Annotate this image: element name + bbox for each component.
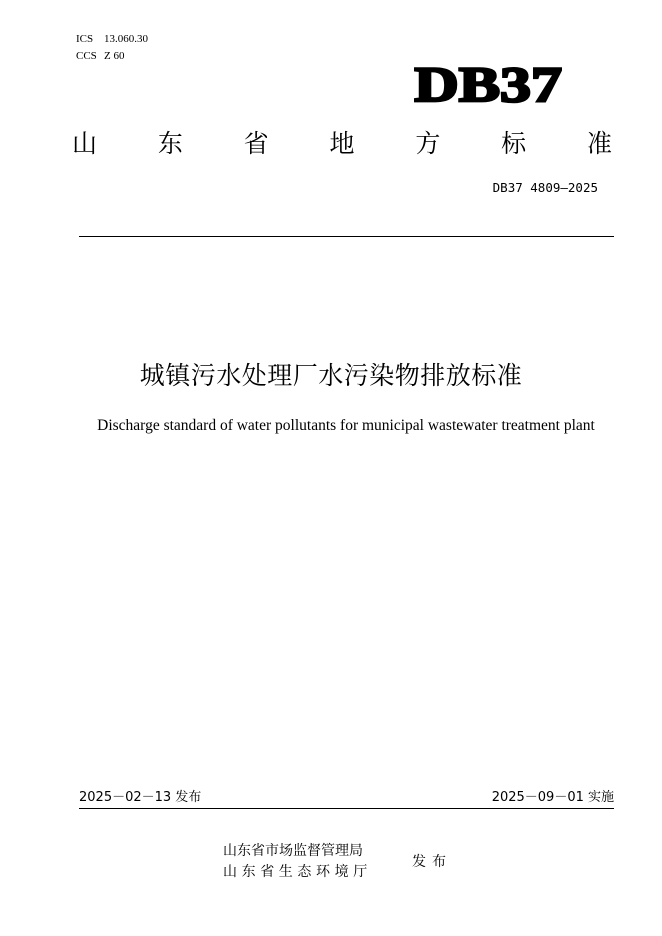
db37-logo — [414, 58, 564, 108]
ccs-code — [76, 49, 124, 63]
title-char: 标 — [501, 129, 527, 158]
ics-label: ICS — [76, 33, 94, 45]
standard-number: DB37 4809—2025 — [492, 180, 598, 195]
ics-value: 13.060.30 — [104, 33, 148, 45]
issuer-ecology-environment: 山东省生态环境厅 — [223, 864, 372, 880]
issue-date: 2025－02－13 发布 — [79, 790, 202, 805]
logo-text: DB37 — [414, 58, 562, 108]
title-char: 准 — [586, 129, 612, 158]
publish-label: 发布 — [412, 854, 452, 870]
title-char: 方 — [415, 129, 441, 158]
ccs-value: Z 60 — [104, 50, 125, 62]
title-char: 省 — [243, 129, 269, 158]
title-char: 东 — [157, 129, 183, 158]
province-standard-title — [72, 126, 612, 162]
document-title-chinese: 城镇污水处理厂水污染物排放标准 — [139, 361, 523, 390]
title-char: 山 — [72, 129, 98, 158]
implementation-date: 2025－09－01 实施 — [491, 790, 614, 805]
footer-divider — [79, 808, 614, 809]
issuer-market-regulation: 山东省市场监督管理局 — [223, 843, 363, 859]
title-char: 地 — [329, 129, 355, 158]
ccs-label: CCS — [76, 50, 97, 62]
document-title-english: Discharge standard of water pollutants for municipal wastewater treatment plant — [97, 417, 595, 434]
header-divider — [79, 236, 614, 237]
ics-code — [76, 32, 148, 46]
